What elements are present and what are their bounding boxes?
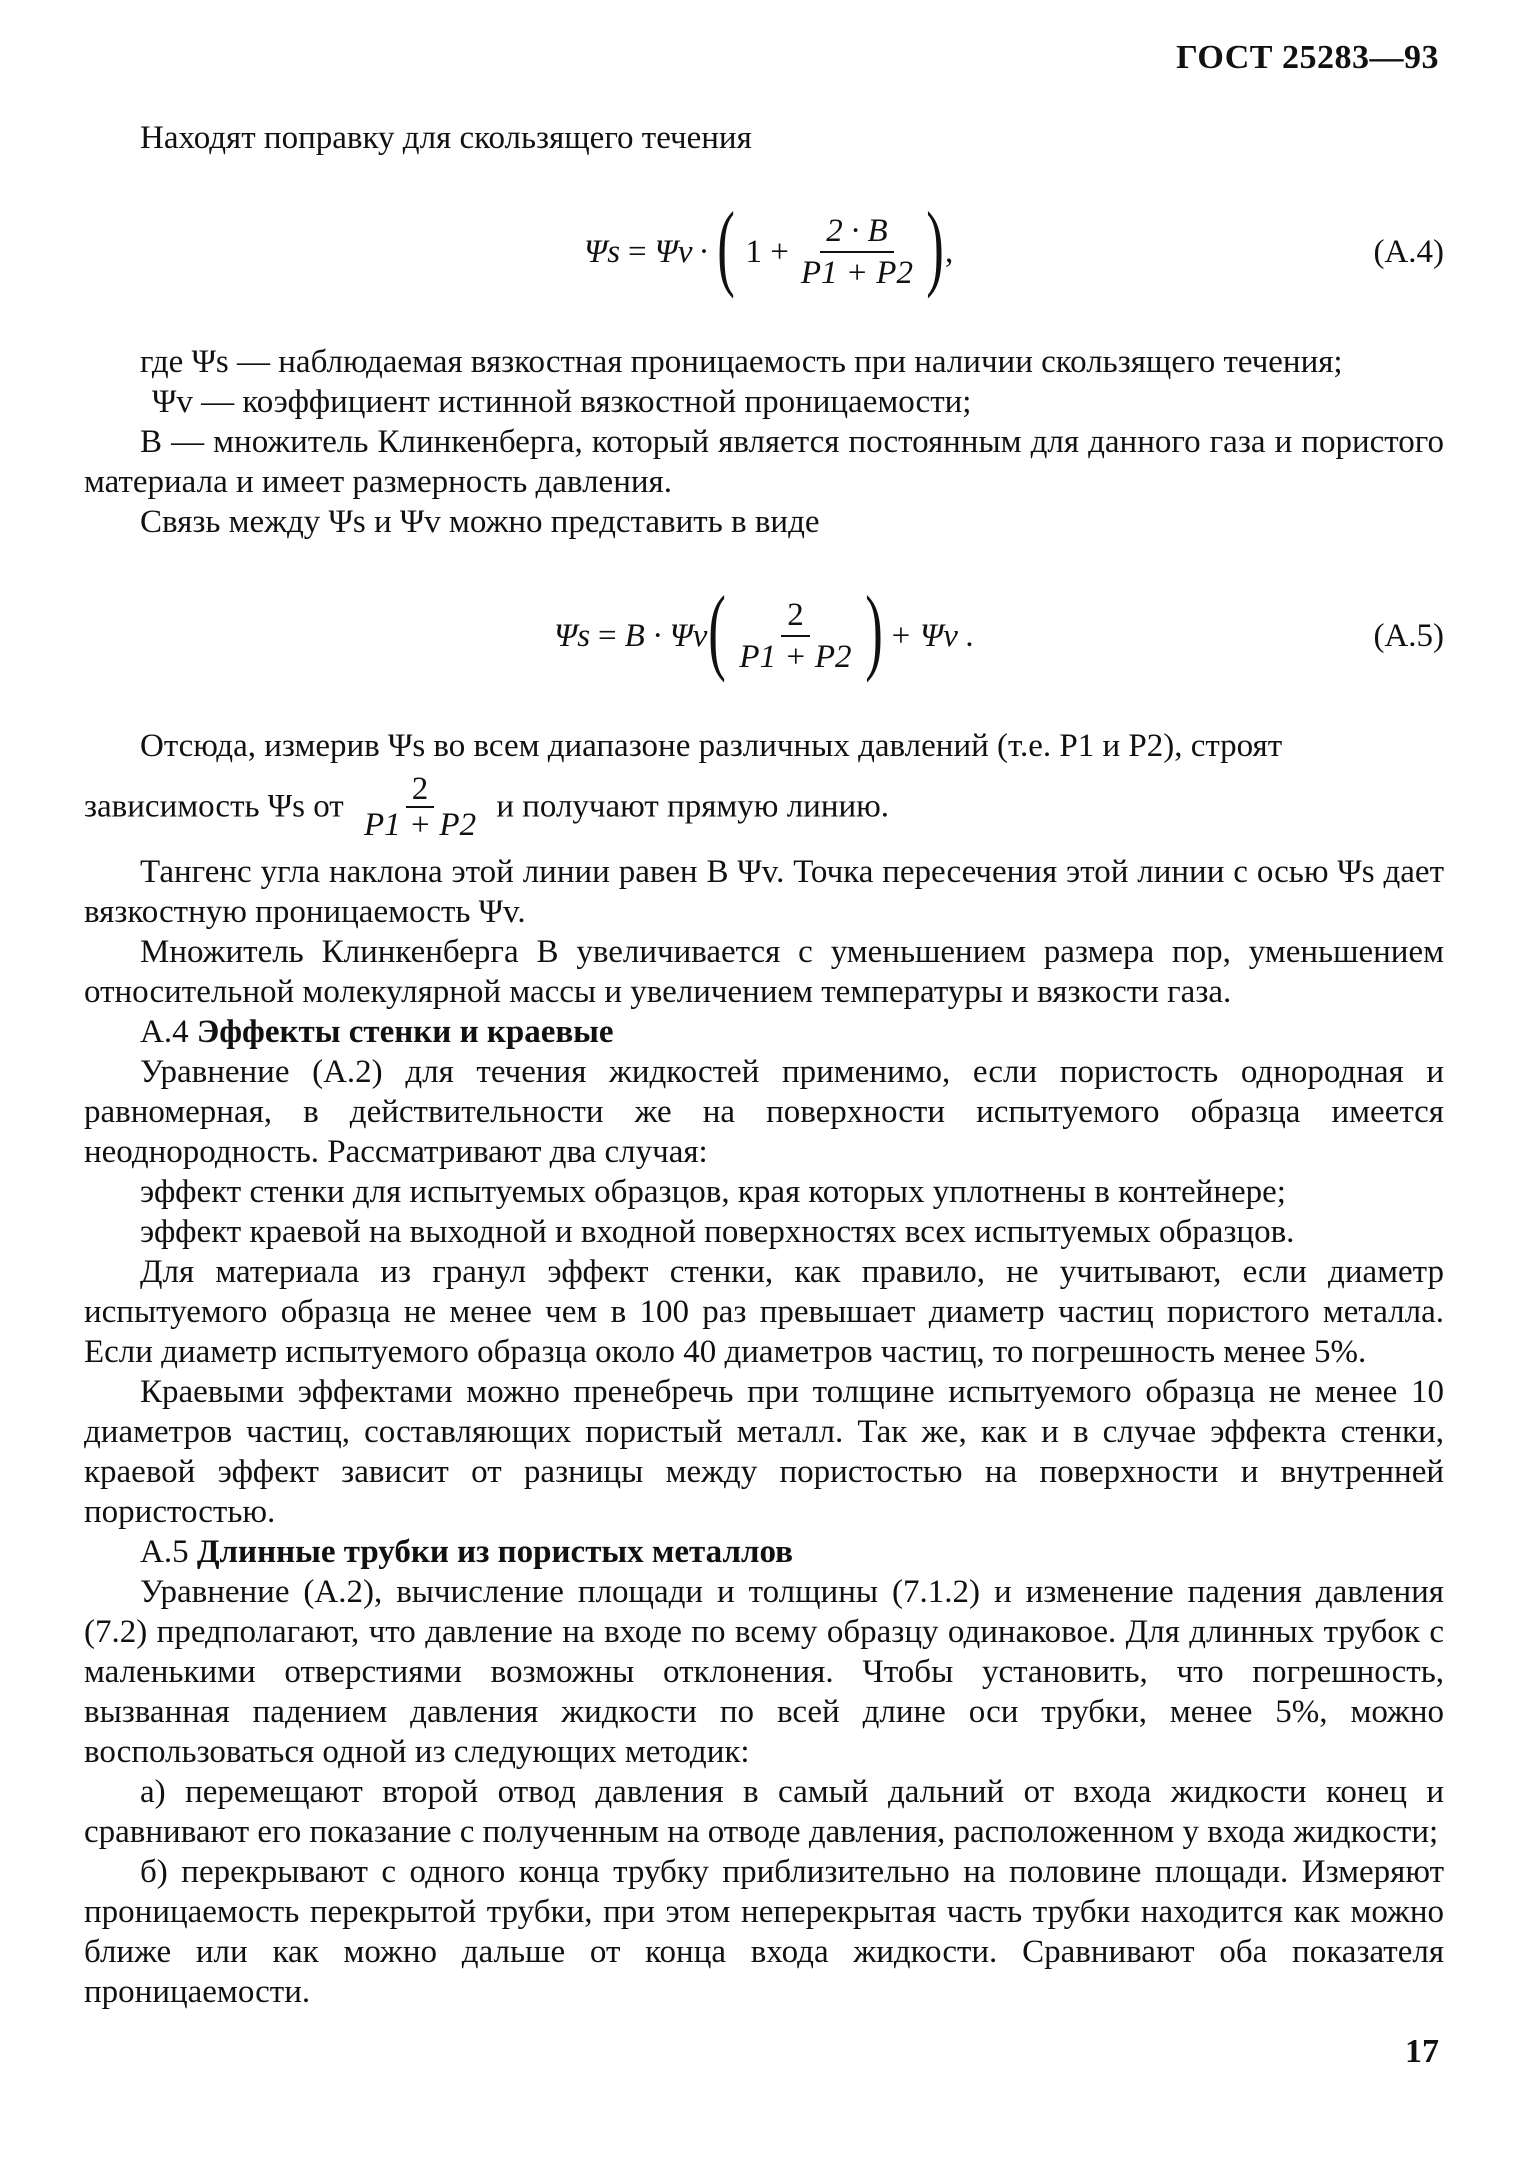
measure-text: Отсюда, измерив Ψs во всем диапазоне различных давлений (т.е. P1 и P2), строят (140, 728, 1283, 764)
section-a4-p3: эффект краевой на выходной и входной поверхностях всех испытуемых образцов. (140, 1214, 1295, 1250)
dependency-text (84, 771, 1444, 844)
formula-a4-one-plus: 1 + (745, 234, 789, 270)
formula-a5-tail: + Ψv . (889, 618, 975, 654)
section-a4-p1: Уравнение (А.2) для течения жидкостей применимо, если пористость однородная и равномерная, в действительности же на поверхности испытуемого образца имеется неоднородность. Рассматривают два случая: (84, 1054, 1444, 1170)
where-psi-v: Ψv — коэффициент истинной вязкостной проницаемости; (152, 384, 972, 420)
section-a4-p4: Для материала из гранул эффект стенки, как правило, не учитывают, если диаметр испытуемого образца не менее чем в 100 раз превышает диаметр частиц пористого металла. Если диаметр испытуемого образца около 40 диаметров частиц, то погрешность менее 5%. (84, 1254, 1444, 1370)
formula-a5-expression (554, 572, 974, 700)
section-a5-title: Длинные трубки из пористых металлов (196, 1534, 793, 1570)
formula-a4-lhs: Ψs (584, 234, 621, 270)
formula-a5-eq: = (598, 618, 617, 654)
section-a5-heading (84, 1532, 1444, 1572)
section-a4-p2: эффект стенки для испытуемых образцов, края которых уплотнены в контейнере; (140, 1174, 1286, 1210)
formula-a5 (84, 572, 1444, 700)
dependency-text-a: зависимость Ψs от (84, 788, 344, 825)
formula-a5-denominator: P1 + P2 (739, 639, 852, 675)
formula-a4-expression (584, 188, 953, 316)
section-a5-p1: Уравнение (А.2), вычисление площади и толщины (7.1.2) и изменение падения давления (7.2) предполагают, что давление на входе по всему образцу одинаковое. Для длинных трубок с маленькими отверстиями возможны отклонения. Чтобы установить, что погрешность, вызванная падением давления жидкости по всей длине оси трубки, менее 5%, можно воспользоваться одной из следующих методик: (84, 1574, 1444, 1770)
page-content (84, 118, 1444, 2012)
intro-text: Находят поправку для скользящего течения (140, 120, 752, 156)
section-a4-p5: Краевыми эффектами можно пренебречь при толщине испытуемого образца не менее 10 диаметров частиц, составляющих пористый металл. Так же, как и в случае эффекта стенки, краевой эффект зависит от разницы между пористостью на поверхности и внутренней пористостью. (84, 1374, 1444, 1530)
formula-a5-b-psi: B · Ψv (624, 618, 708, 654)
formula-a5-lhs: Ψs (554, 618, 591, 654)
formula-a5-number: (А.5) (1373, 618, 1444, 654)
tangent-text: Тангенс угла наклона этой линии равен B Ψv. Точка пересечения этой линии с осью Ψs дает вязкостную проницаемость Ψv. (84, 854, 1444, 930)
right-paren-icon: ) (864, 576, 883, 683)
formula-a4-psi-v: Ψv (654, 234, 693, 270)
right-paren-icon: ) (926, 192, 944, 299)
formula-a4 (84, 188, 1444, 316)
section-a4-title: Эффекты стенки и краевые (196, 1014, 614, 1050)
page-number: 17 (1405, 2033, 1439, 2070)
formula-a4-fraction (795, 213, 919, 291)
section-a4-heading (84, 1012, 1444, 1052)
section-a5-p3: б) перекрывают с одного конца трубку приблизительно на половине площади. Измеряют проницаемость перекрытой трубки, при этом неперекрытая часть трубки находится как можно ближе или как можно дальше от конца входа жидкости. Сравнивают оба показателя проницаемости. (84, 1854, 1444, 2010)
formula-a4-denominator: P1 + P2 (800, 255, 913, 291)
where-psi-s: где Ψs — наблюдаемая вязкостная проницаемость при наличии скользящего течения; (140, 344, 1343, 380)
left-paren-icon: ( (716, 192, 735, 299)
dependency-text-b: и получают прямую линию. (496, 788, 890, 825)
formula-a4-tail: , (944, 234, 954, 270)
where-b: B — множитель Клинкенберга, который является постоянным для данного газа и пористого материала и имеет размерность давления. (84, 424, 1444, 500)
section-a5-number: А.5 (140, 1534, 189, 1570)
relation-intro: Связь между Ψs и Ψv можно представить в виде (140, 504, 820, 540)
klinkenberg-text: Множитель Клинкенберга B увеличивается с уменьшением размера пор, уменьшением относительной молекулярной массы и увеличением температуры и вязкости газа. (84, 934, 1444, 1010)
formula-a4-dot: · (698, 234, 710, 270)
formula-a5-fraction (733, 597, 857, 675)
section-a5-p2: а) перемещают второй отвод давления в самый дальний от входа жидкости конец и сравнивают его показание с полученным на отводе давления, расположенном у входа жидкости; (84, 1774, 1444, 1850)
dependency-fraction (358, 772, 482, 842)
left-paren-icon: ( (708, 576, 727, 683)
formula-a4-number: (А.4) (1373, 234, 1444, 270)
formula-a5-numerator: 2 (781, 597, 810, 637)
section-a4-number: А.4 (140, 1014, 189, 1050)
dependency-fraction-den: P1 + P2 (363, 807, 477, 843)
formula-a4-numerator: 2 · B (820, 213, 893, 253)
formula-a4-eq: = (628, 234, 647, 270)
dependency-fraction-num: 2 (406, 772, 435, 808)
document-code: ГОСТ 25283—93 (1176, 39, 1439, 76)
